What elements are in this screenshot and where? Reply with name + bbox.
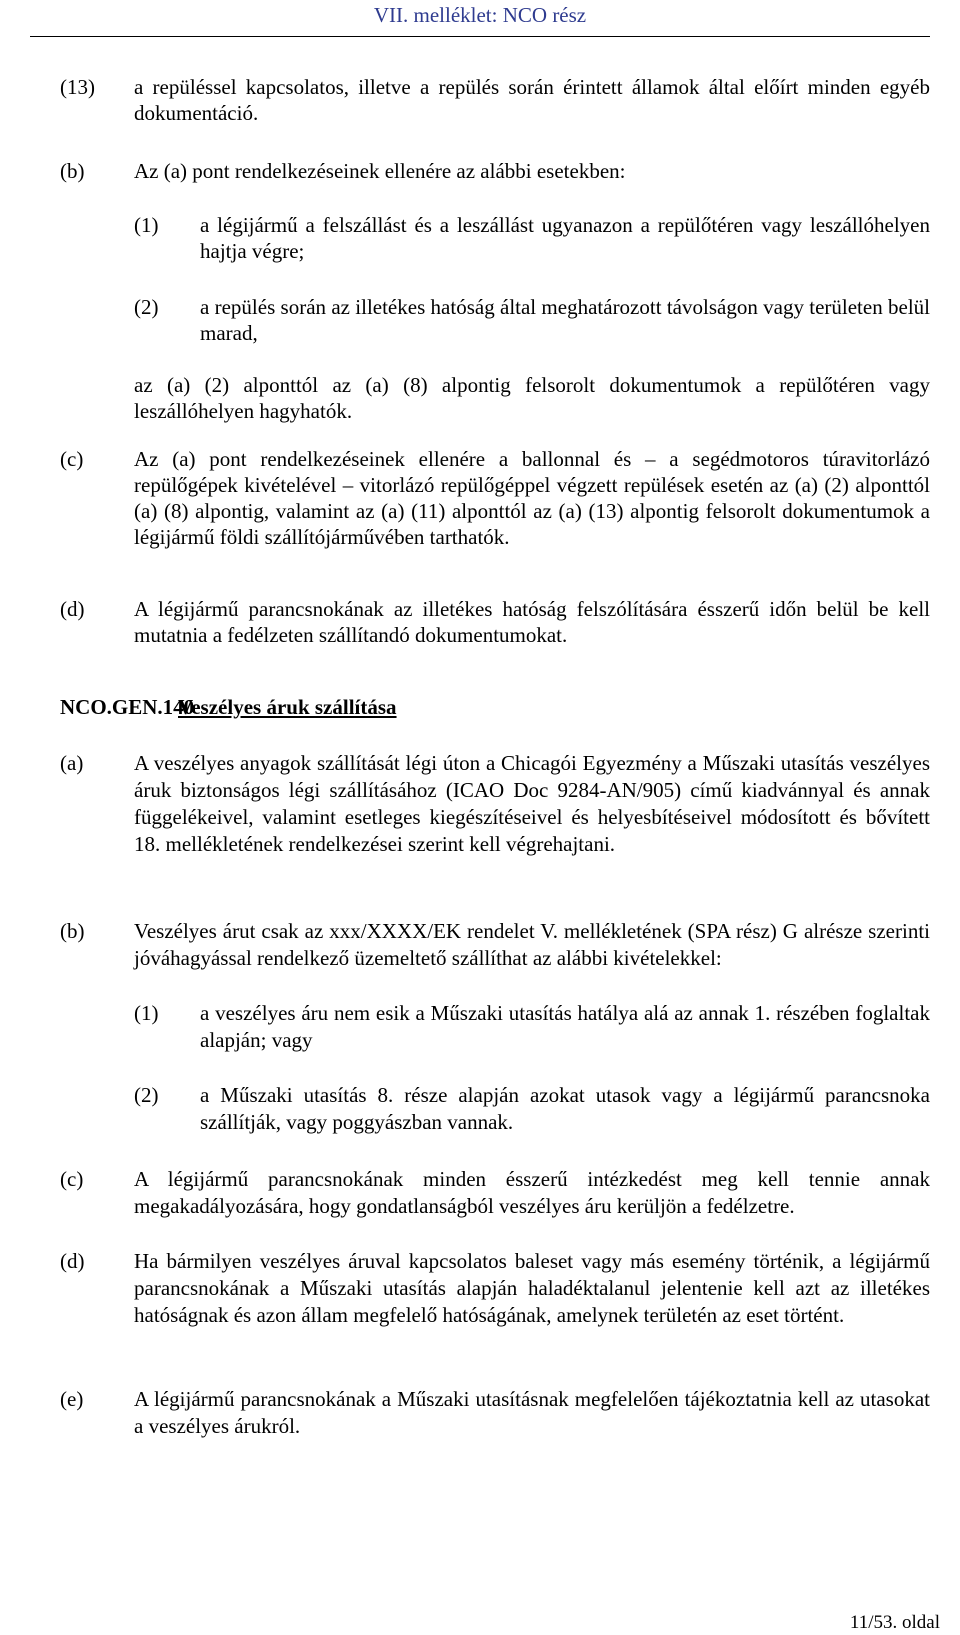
item-text: A légijármű parancsnokának az illetékes hatóság felszólítására ésszerű időn belül be kell mutatnia a fedélzeten szállítandó dokumentumokat. [134,597,930,647]
section-heading [60,694,397,720]
header-title: VII. melléklet: NCO rész [373,3,587,27]
item-text: A légijármű parancsnokának minden ésszerű intézkedést meg kell tennie annak megakadályozására, hogy gondatlanságból veszélyes áru kerüljön a fedélzetre. [134,1167,930,1218]
item-label: (a) [60,751,84,775]
item-label: (d) [60,597,85,621]
header-divider [30,36,930,37]
page-number: 11/53. oldal [849,1612,940,1633]
subitem-text: a veszélyes áru nem esik a Műszaki utasítás hatálya alá az annak 1. részében foglaltak alapján; vagy [200,1001,930,1052]
subitem-label: (2) [134,1083,159,1107]
item-text: a repüléssel kapcsolatos, illetve a repülés során érintett államok által előírt minden egyéb dokumentáció. [134,75,930,125]
subitem-label: (1) [134,1001,159,1025]
item-label: (c) [60,1167,84,1191]
subitem-text: a repülés során az illetékes hatóság által meghatározott távolságon vagy területen belül marad, [200,295,930,345]
item-label: (e) [60,1387,84,1411]
item-text: Ha bármilyen veszélyes áruval kapcsolatos baleset vagy más esemény történik, a légijármű parancsnokának a Műszaki utasítás alapján haladéktalanul jelentenie kell azt az illetékes hatóságnak és azon állam megfelelő hatóságának, amelynek területén az eset történt. [134,1249,930,1327]
item-text: Az (a) pont rendelkezéseinek ellenére a ballonnal és – a segédmotoros túravitorlázó repülőgépek kivételével – vitorlázó repülőgéppel végzett repülések esetén az (a) (2) alponttól (a) (8) alpontig, valamint az (a) (11) alponttól az (a) (13) alpontig felsorolt dokumentumok a légijármű földi szállítójárművében tarthatók. [134,447,930,549]
item-text: Veszélyes árut csak az xxx/XXXX/EK rendelet V. mellékletének (SPA rész) G alrésze szerinti jóváhagyással rendelkező üzemeltető szállíthat az alábbi kivételekkel: [134,919,930,970]
item-label: (c) [60,447,84,471]
item-label: (b) [60,159,85,183]
section-code: NCO.GEN.140 [60,695,195,719]
item-label: (13) [60,75,95,99]
subitem-label: (2) [134,295,159,319]
subitem-text: a Műszaki utasítás 8. része alapján azokat utasok vagy a légijármű parancsnoka szállítják, vagy poggyászban vannak. [200,1083,930,1134]
item-text: A légijármű parancsnokának a Műszaki utasításnak megfelelően tájékoztatnia kell az utasokat a veszélyes árukról. [134,1387,930,1438]
page-header [0,0,960,28]
subitem-label: (1) [134,213,159,237]
item-text: A veszélyes anyagok szállítását légi úton a Chicagói Egyezmény a Műszaki utasítás veszélyes áruk biztonságos légi szállításához (ICAO Doc 9284-AN/905) című kiadvánnyal és annak függelékeivel, valamint esetleges kiegészítéseivel és helyesbítéseivel módosított és bővített 18. mellékletének rendelkezései szerint kell végrehajtani. [134,751,930,856]
item-label: (d) [60,1249,85,1273]
item-text: Az (a) pont rendelkezéseinek ellenére az alábbi esetekben: [134,159,626,183]
item-label: (b) [60,919,85,943]
section-title: Veszélyes áruk szállítása [178,695,397,719]
subitem-text: a légijármű a felszállást és a leszállást ugyanazon a repülőtéren vagy leszállóhelyen hajtja végre; [200,213,930,263]
item-continuation-text: az (a) (2) alponttól az (a) (8) alpontig felsorolt dokumentumok a repülőtéren vagy leszállóhelyen hagyhatók. [134,373,930,423]
